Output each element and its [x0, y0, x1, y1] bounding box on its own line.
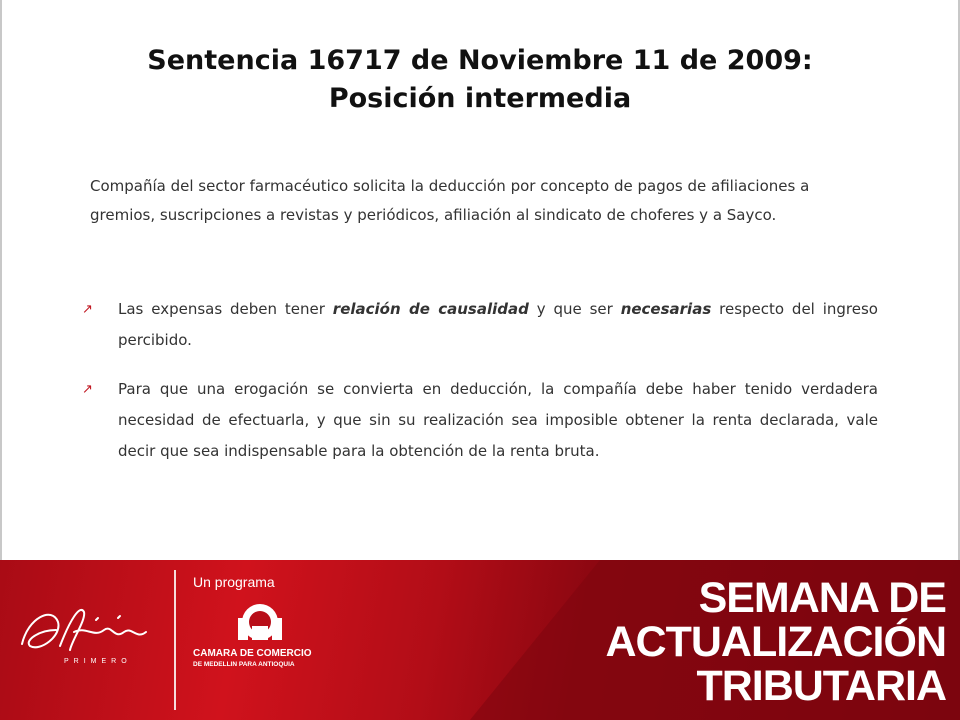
title-line-2: Posición intermedia	[328, 83, 632, 114]
bullet-1-emphasis-causalidad: relación de causalidad	[332, 300, 529, 318]
program-label: Un programa	[193, 574, 275, 590]
intro-paragraph: Compañía del sector farmacéutico solicita la deducción por concepto de pagos de afiliaciones a gremios, suscripciones a revistas y periódicos, afiliación al sindicato de choferes y a Sayco.	[90, 177, 810, 224]
afiliados-signature-logo	[22, 610, 146, 650]
camara-comercio-logo-icon	[238, 604, 282, 640]
title-line-1: Sentencia 16717 de Noviembre 11 de 2009:	[147, 45, 813, 76]
headline-line-3: TRIBUTARIA	[696, 662, 946, 710]
bullet-item-2	[82, 374, 878, 467]
chamber-subtitle: DE MEDELLIN PARA ANTIOQUIA	[193, 661, 295, 668]
arrow-up-right-icon: ↗	[82, 382, 93, 397]
bullet-1-emphasis-necesarias: necesarias	[620, 300, 712, 318]
arrow-up-right-icon: ↗	[82, 302, 93, 317]
chamber-name: CAMARA DE COMERCIO	[193, 648, 312, 659]
headline-line-1: SEMANA DE	[698, 574, 946, 622]
bullet-2-text: Para que una erogación se convierta en deducción, la compañía debe haber tenido verdadera necesidad de efectuarla, y que sin su realización sea imposible obtener la renta declarada, vale decir que sea indispensable para la obtención de la renta bruta.	[118, 380, 878, 460]
event-headline	[560, 576, 946, 708]
bullet-1-text-b: y que ser	[528, 300, 621, 318]
bullet-1-text-c: respecto del ingreso percibido.	[118, 300, 878, 349]
slide-title	[0, 42, 960, 118]
footer-banner	[0, 560, 960, 720]
bullet-list	[82, 294, 878, 485]
banner-divider	[174, 570, 176, 710]
logo-tagline: PRIMERO	[64, 658, 132, 665]
bullet-item-1	[82, 294, 878, 356]
headline-line-2: ACTUALIZACIÓN	[605, 618, 946, 666]
bullet-1-text-a: Las expensas deben tener	[118, 300, 333, 318]
